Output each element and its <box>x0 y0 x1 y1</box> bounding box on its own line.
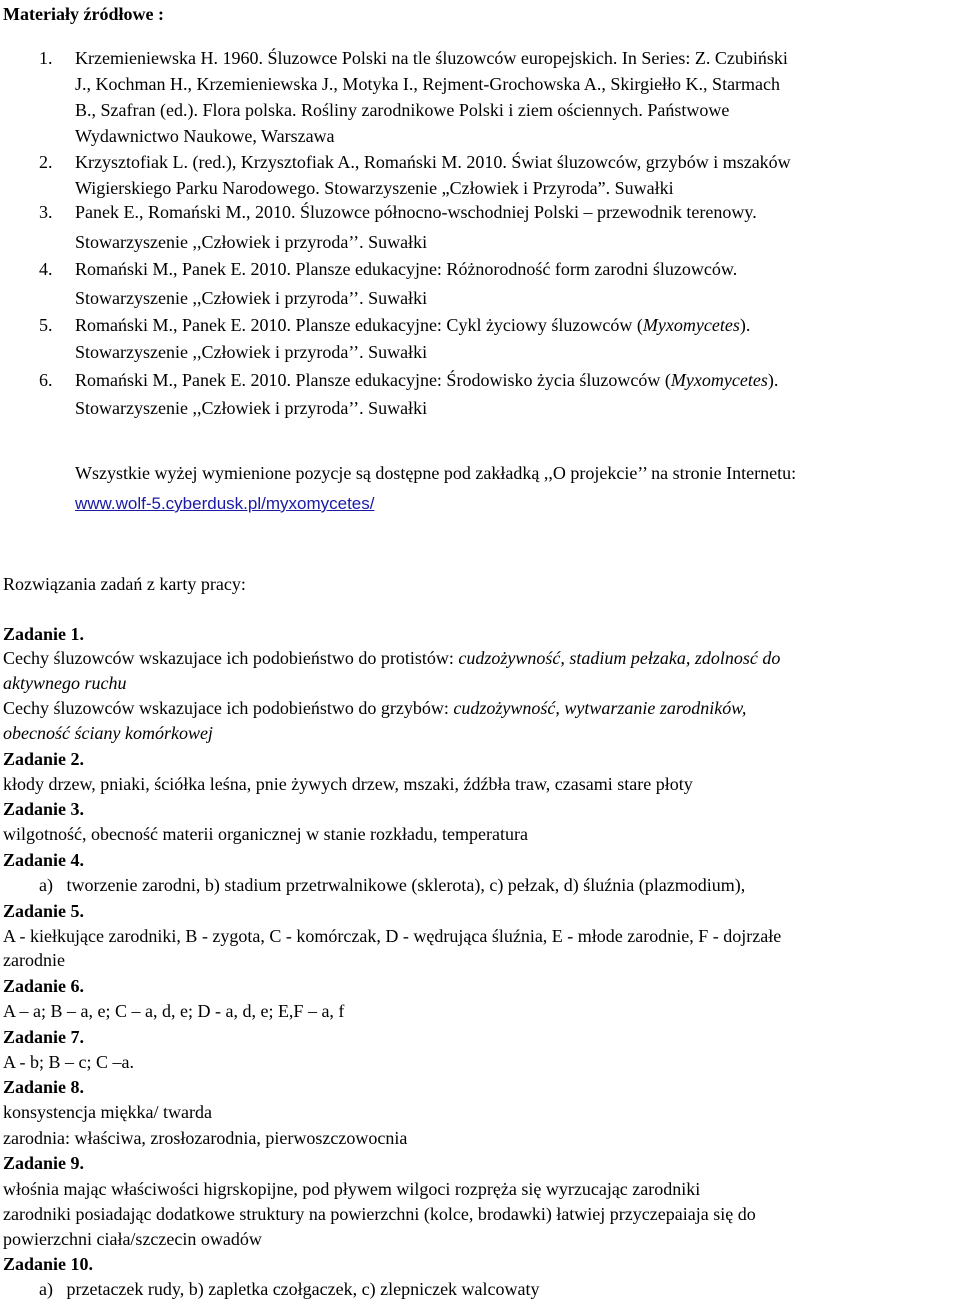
task-title: Zadanie 5. <box>3 901 85 921</box>
task-answer: wilgotność, obecność materii organicznej w stanie rozkładu, temperatura <box>3 824 528 844</box>
reference-item-5: 5. Romański M., Panek E. 2010. Plansze edukacyjne: Cykl życiowy śluzowców (Myxomycetes). <box>39 315 751 335</box>
reference-line: Stowarzyszenie ,,Człowiek i przyroda’’. Suwałki <box>75 288 428 308</box>
task-title: Zadanie 7. <box>3 1027 85 1047</box>
task-title: Zadanie 1. <box>3 624 85 644</box>
reference-6-text: Romański M., Panek E. 2010. Plansze edukacyjne: Środowisko życia śluzowców (Myxomycetes). <box>75 370 779 390</box>
task-title: Zadanie 8. <box>3 1077 85 1097</box>
task-title: Zadanie 9. <box>3 1153 85 1173</box>
task-answer: A - kiełkujące zarodniki, B - zygota, C - komórczak, D - wędrująca śluźnia, E - młode zarodnie, F - dojrzałe <box>3 926 782 946</box>
task-answer: włośnia mając właściwości higrskopijne, pod pływem wilgoci rozpręża się wyrzucając zarodniki <box>3 1179 701 1199</box>
task-answer: zarodniki posiadając dodatkowe struktury na powierzchni (kolce, brodawki) łatwiej przyczepaiaja się do <box>3 1204 756 1224</box>
task-answer: a) tworzenie zarodni, b) stadium przetrwalnikowe (sklerota), c) pełzak, d) śluźnia (plazmodium), <box>39 875 746 895</box>
task-answer: aktywnego ruchu <box>3 673 127 693</box>
reference-5-text: Romański M., Panek E. 2010. Plansze edukacyjne: Cykl życiowy śluzowców (Myxomycetes). <box>75 315 751 335</box>
reference-line: B., Szafran (ed.). Flora polska. Rośliny zarodnikowe Polski i ziem ościennych. Państwowe <box>75 100 730 120</box>
task-title: Zadanie 4. <box>3 850 85 870</box>
reference-item-2: 2. Krzysztofiak L. (red.), Krzysztofiak A., Romański M. 2010. Świat śluzowców, grzybów i mszaków <box>39 152 791 172</box>
task-answer: Cechy śluzowców wskazujace ich podobieństwo do grzybów: cudzożywność, wytwarzanie zarodników, <box>3 698 747 718</box>
project-link[interactable]: www.wolf-5.cyberdusk.pl/myxomycetes/ <box>75 494 375 513</box>
reference-item-6: 6. Romański M., Panek E. 2010. Plansze edukacyjne: Środowisko życia śluzowców (Myxomycetes). <box>39 370 779 390</box>
reference-line: Stowarzyszenie ,,Człowiek i przyroda’’. Suwałki <box>75 398 428 418</box>
page-heading: Materiały źródłowe : <box>3 4 164 24</box>
availability-note: Wszystkie wyżej wymienione pozycje są dostępne pod zakładką ,,O projekcie’’ na stronie Internetu: <box>75 463 797 483</box>
reference-line: J., Kochman H., Krzemieniewska J., Motyka I., Rejment-Grochowska A., Skirgiełło K., Starmach <box>75 74 781 94</box>
task-title: Zadanie 2. <box>3 749 85 769</box>
reference-line: Wydawnictwo Naukowe, Warszawa <box>75 126 335 146</box>
task-answer: zarodnia: właściwa, zrosłozarodnia, pierwoszczowocnia <box>3 1128 408 1148</box>
task-title: Zadanie 6. <box>3 976 85 996</box>
reference-item-1: 1. Krzemieniewska H. 1960. Śluzowce Polski na tle śluzowców europejskich. In Series: Z. Czubiński <box>39 48 788 68</box>
task-answer: powierzchni ciała/szczecin owadów <box>3 1229 262 1249</box>
task-title: Zadanie 10. <box>3 1254 94 1274</box>
task-answer: Cechy śluzowców wskazujace ich podobieństwo do protistów: cudzożywność, stadium pełzaka, zdolnosć do <box>3 648 781 668</box>
reference-item-3: 3. Panek E., Romański M., 2010. Śluzowce północno-wschodniej Polski – przewodnik terenowy. <box>39 202 757 222</box>
task-answer: zarodnie <box>3 950 65 970</box>
reference-item-4: 4. Romański M., Panek E. 2010. Plansze edukacyjne: Różnorodność form zarodni śluzowców. <box>39 259 738 279</box>
solutions-heading: Rozwiązania zadań z karty pracy: <box>3 574 246 594</box>
task-answer: a) przetaczek rudy, b) zapletka czołgaczek, c) zlepniczek walcowaty <box>39 1279 540 1299</box>
task-answer: obecność ściany komórkowej <box>3 723 213 743</box>
reference-line: Stowarzyszenie ,,Człowiek i przyroda’’. Suwałki <box>75 342 428 362</box>
reference-line: Stowarzyszenie ,,Człowiek i przyroda’’. Suwałki <box>75 232 428 252</box>
task-title: Zadanie 3. <box>3 799 85 819</box>
task-answer: A – a; B – a, e; C – a, d, e; D - a, d, e; E,F – a, f <box>3 1001 345 1021</box>
task-answer: A - b; B – c; C –a. <box>3 1052 134 1072</box>
reference-line: Wigierskiego Parku Narodowego. Stowarzyszenie „Człowiek i Przyroda”. Suwałki <box>75 178 674 198</box>
task-answer: kłody drzew, pniaki, ściółka leśna, pnie żywych drzew, mszaki, źdźbła traw, czasami stare płoty <box>3 774 693 794</box>
task-answer: konsystencja miękka/ twarda <box>3 1102 212 1122</box>
